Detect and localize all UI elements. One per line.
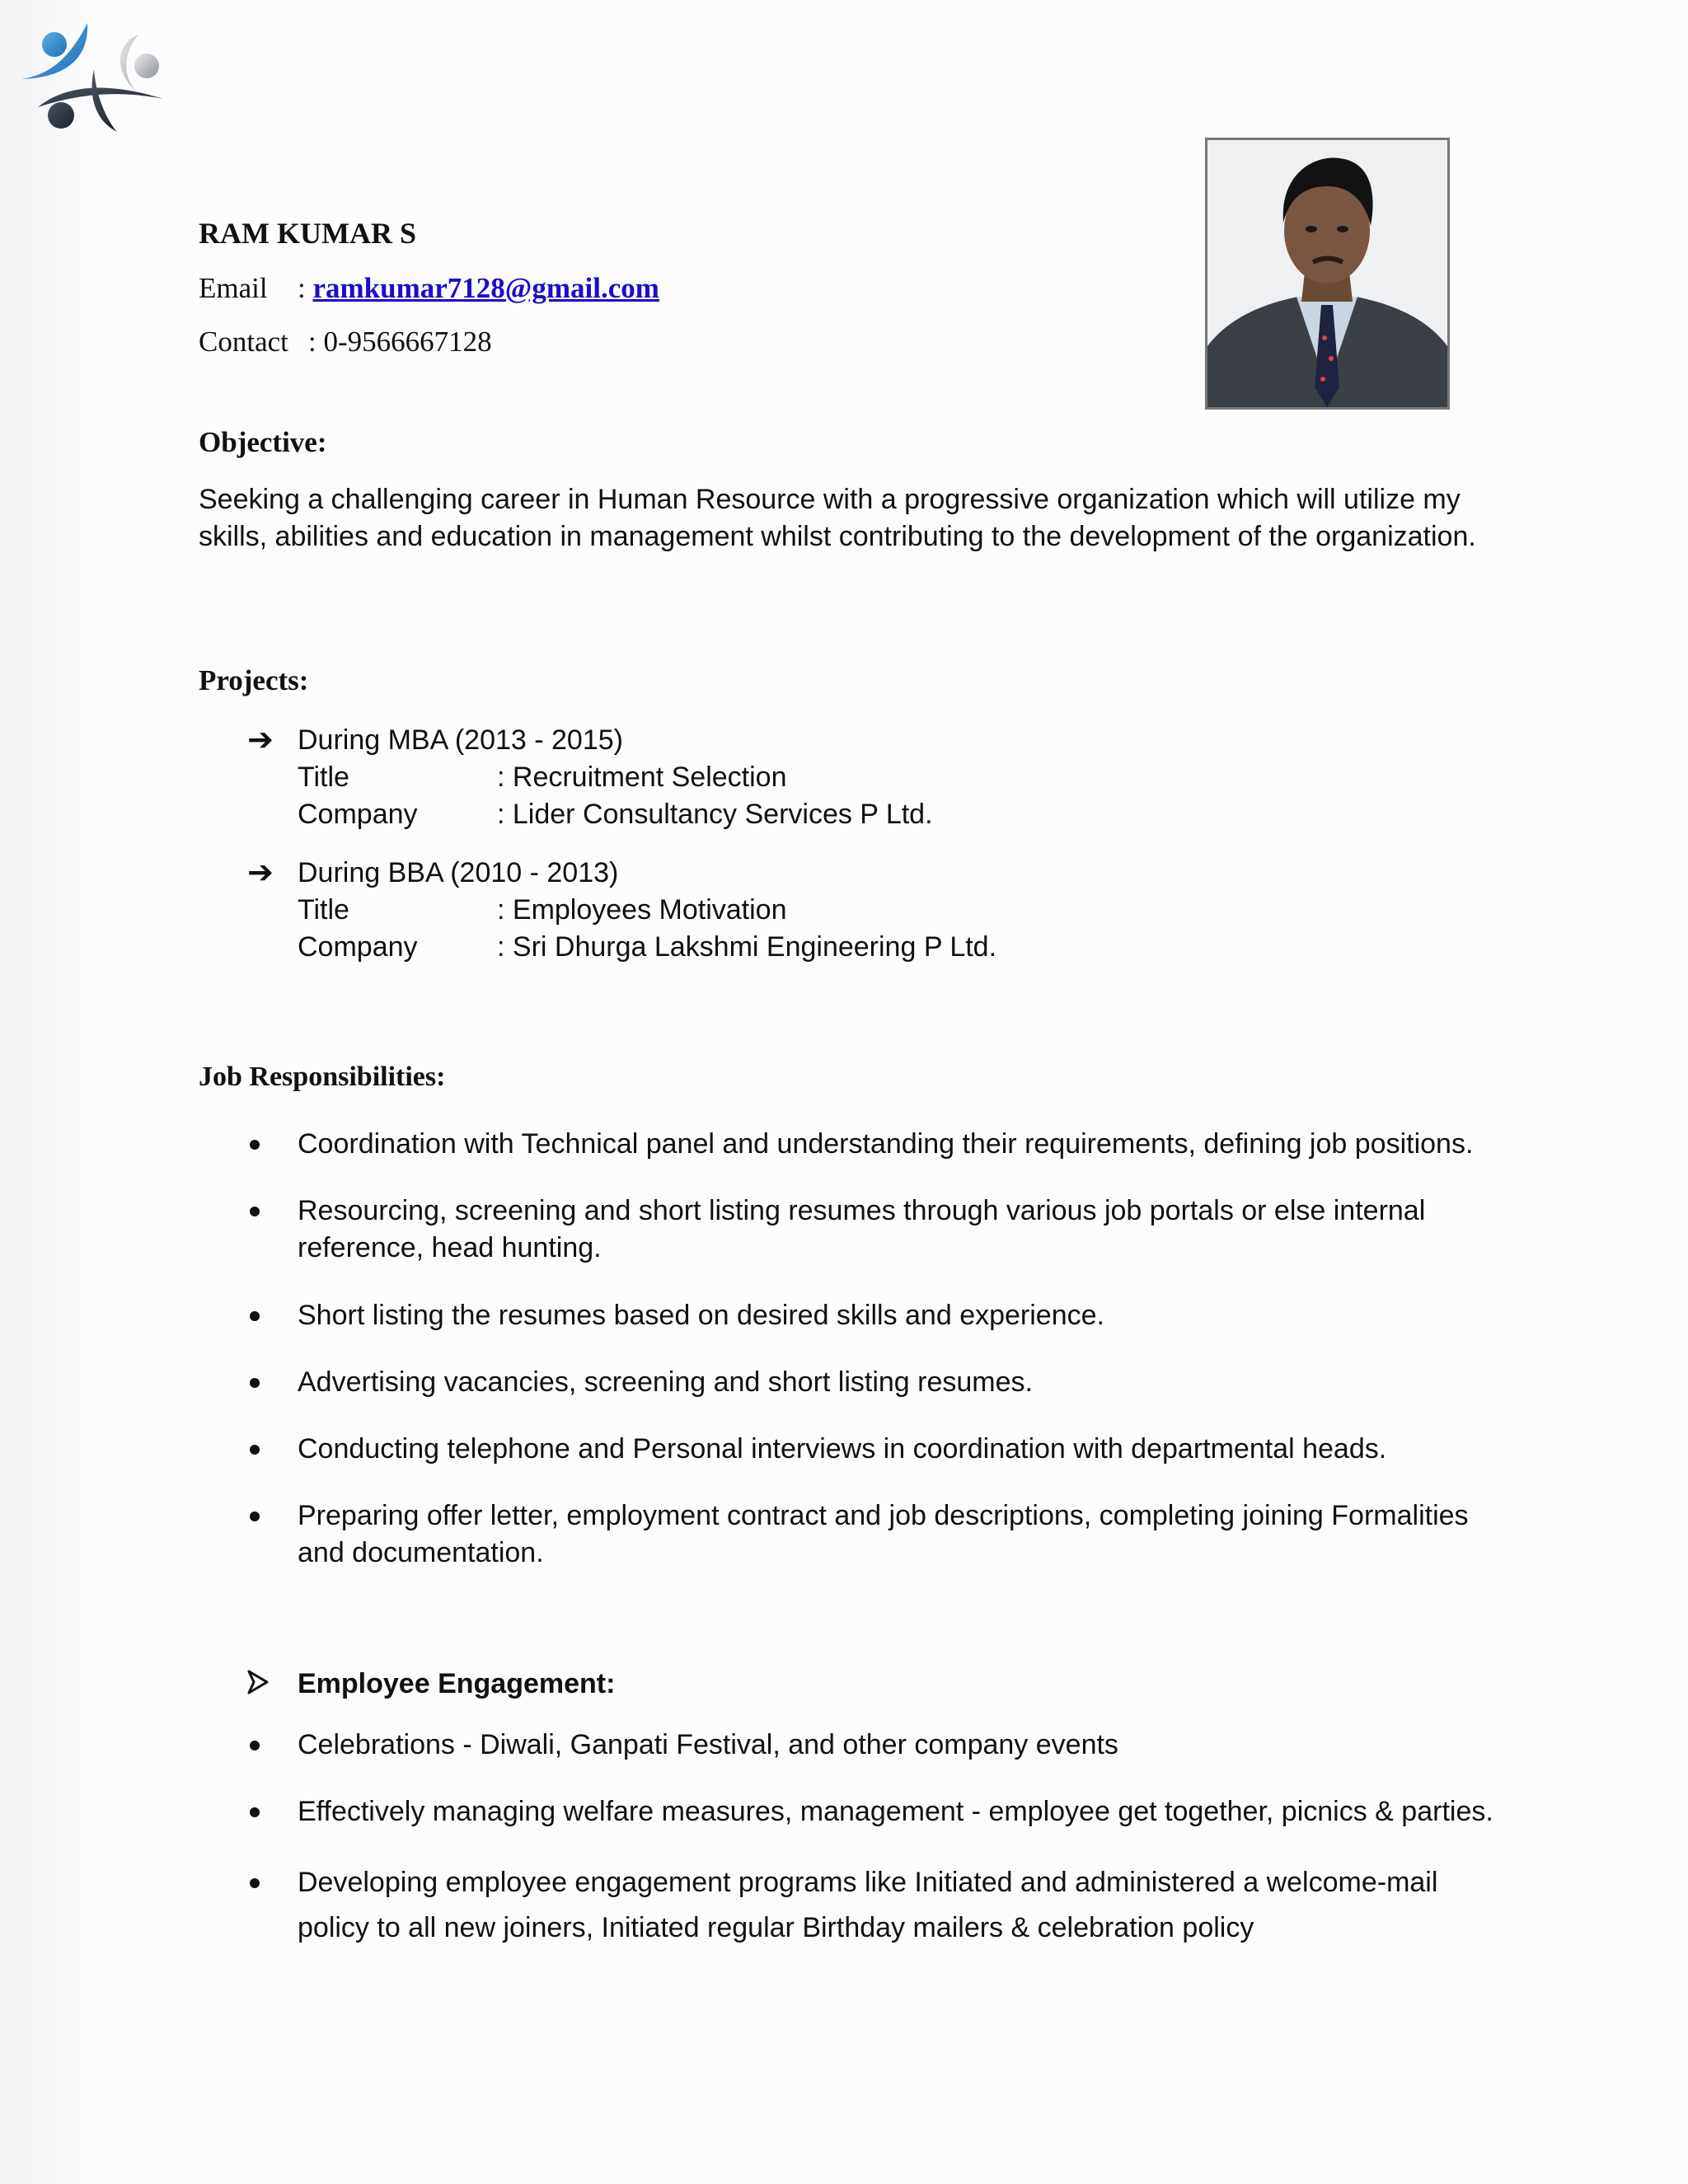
contact-row: [199, 326, 492, 359]
contact-label: Contact: [199, 326, 288, 358]
responsibilities-list: [247, 1126, 1500, 1163]
project-item: [247, 855, 996, 966]
list-item: [247, 1860, 1500, 1951]
profile-photo-image: [1207, 140, 1447, 407]
responsibilities-list: [247, 1193, 1500, 1267]
list-item: [247, 1126, 1500, 1163]
engagement-list: [247, 1727, 1500, 1764]
list-item: [247, 1497, 1500, 1572]
bullet-dot-icon: [250, 1207, 260, 1216]
email-link[interactable]: ramkumar7128@gmail.com: [312, 272, 659, 304]
email-separator: :: [298, 272, 306, 304]
list-item-text: Developing employee engagement programs like Initiated and administered a welcome-mail policy to all new joiners, Initiated regular Birthday mailers & celebration policy: [298, 1867, 1438, 1943]
list-item: [247, 1297, 1500, 1334]
project-period: During MBA (2013 - 2015): [298, 724, 623, 756]
project-company-label: Company: [298, 931, 418, 963]
project-company-row: [298, 929, 996, 966]
contact-number: 0-9566667128: [323, 326, 492, 358]
people-logo-icon: [15, 20, 168, 137]
right-arrow-icon: ➔: [247, 723, 274, 757]
responsibilities-list: [247, 1431, 1500, 1468]
engagement-list: [247, 1860, 1500, 1951]
project-title-value: : Recruitment Selection: [497, 762, 787, 793]
list-item: [247, 1364, 1500, 1401]
bullet-dot-icon: [250, 1140, 260, 1150]
bullet-dot-icon: [250, 1878, 260, 1888]
list-item-text: Celebrations - Diwali, Ganpati Festival, and other company events: [298, 1729, 1118, 1760]
bullet-dot-icon: [250, 1445, 260, 1455]
list-item-text: Short listing the resumes based on desired skills and experience.: [298, 1300, 1104, 1331]
profile-photo: [1205, 138, 1450, 410]
project-period: During BBA (2010 - 2013): [298, 857, 619, 888]
list-item: [247, 1193, 1500, 1267]
triangle-arrow-icon: [247, 1670, 269, 1694]
project-title-label: Title: [298, 762, 349, 793]
list-item-text: Coordination with Technical panel and understanding their requirements, defining job positions.: [298, 1128, 1474, 1160]
project-title-label: Title: [298, 894, 349, 926]
projects-heading: Projects:: [199, 664, 309, 696]
list-item-text: Conducting telephone and Personal interviews in coordination with departmental heads.: [298, 1433, 1387, 1465]
right-arrow-icon: ➔: [247, 855, 274, 890]
project-company-label: Company: [298, 799, 418, 830]
bullet-dot-icon: [250, 1807, 260, 1817]
email-row: [199, 272, 659, 305]
project-title-value: : Employees Motivation: [497, 894, 787, 926]
project-item: [247, 722, 933, 833]
engagement-heading-row: [247, 1668, 615, 1700]
bullet-dot-icon: [250, 1311, 260, 1321]
list-item: [247, 1727, 1500, 1764]
list-item-text: Advertising vacancies, screening and short listing resumes.: [298, 1366, 1033, 1398]
objective-text: Seeking a challenging career in Human Resource with a progressive organization which will utilize my skills, abilities and education in management whilst contributing to the development of the organization.: [199, 484, 1476, 552]
responsibilities-list: [247, 1497, 1500, 1572]
project-company-row: [298, 796, 933, 833]
objective-heading: Objective:: [199, 426, 327, 458]
bullet-dot-icon: [250, 1378, 260, 1388]
engagement-list: [247, 1793, 1500, 1830]
project-title-row: [298, 892, 996, 929]
email-label: Email: [199, 272, 268, 304]
list-item: [247, 1431, 1500, 1468]
list-item-text: Resourcing, screening and short listing resumes through various job portals or else internal reference, head hunting.: [298, 1195, 1426, 1263]
responsibilities-list: [247, 1297, 1500, 1334]
candidate-name: RAM KUMAR S: [199, 217, 416, 250]
list-item-text: Preparing offer letter, employment contract and job descriptions, completing joining Formalities and documentation.: [298, 1500, 1469, 1568]
responsibilities-list: [247, 1364, 1500, 1401]
list-item: [247, 1793, 1500, 1830]
engagement-heading: Employee Engagement:: [298, 1668, 616, 1699]
project-title-row: [298, 759, 933, 796]
list-item-text: Effectively managing welfare measures, management - employee get together, picnics & parties.: [298, 1796, 1493, 1827]
bullet-dot-icon: [250, 1511, 260, 1521]
bullet-dot-icon: [250, 1741, 260, 1750]
page-margin-shade: [0, 0, 99, 2184]
responsibilities-heading: Job Responsibilities:: [199, 1062, 446, 1092]
project-company-value: : Sri Dhurga Lakshmi Engineering P Ltd.: [497, 931, 997, 963]
contact-separator: :: [308, 326, 316, 358]
project-company-value: : Lider Consultancy Services P Ltd.: [497, 799, 933, 830]
